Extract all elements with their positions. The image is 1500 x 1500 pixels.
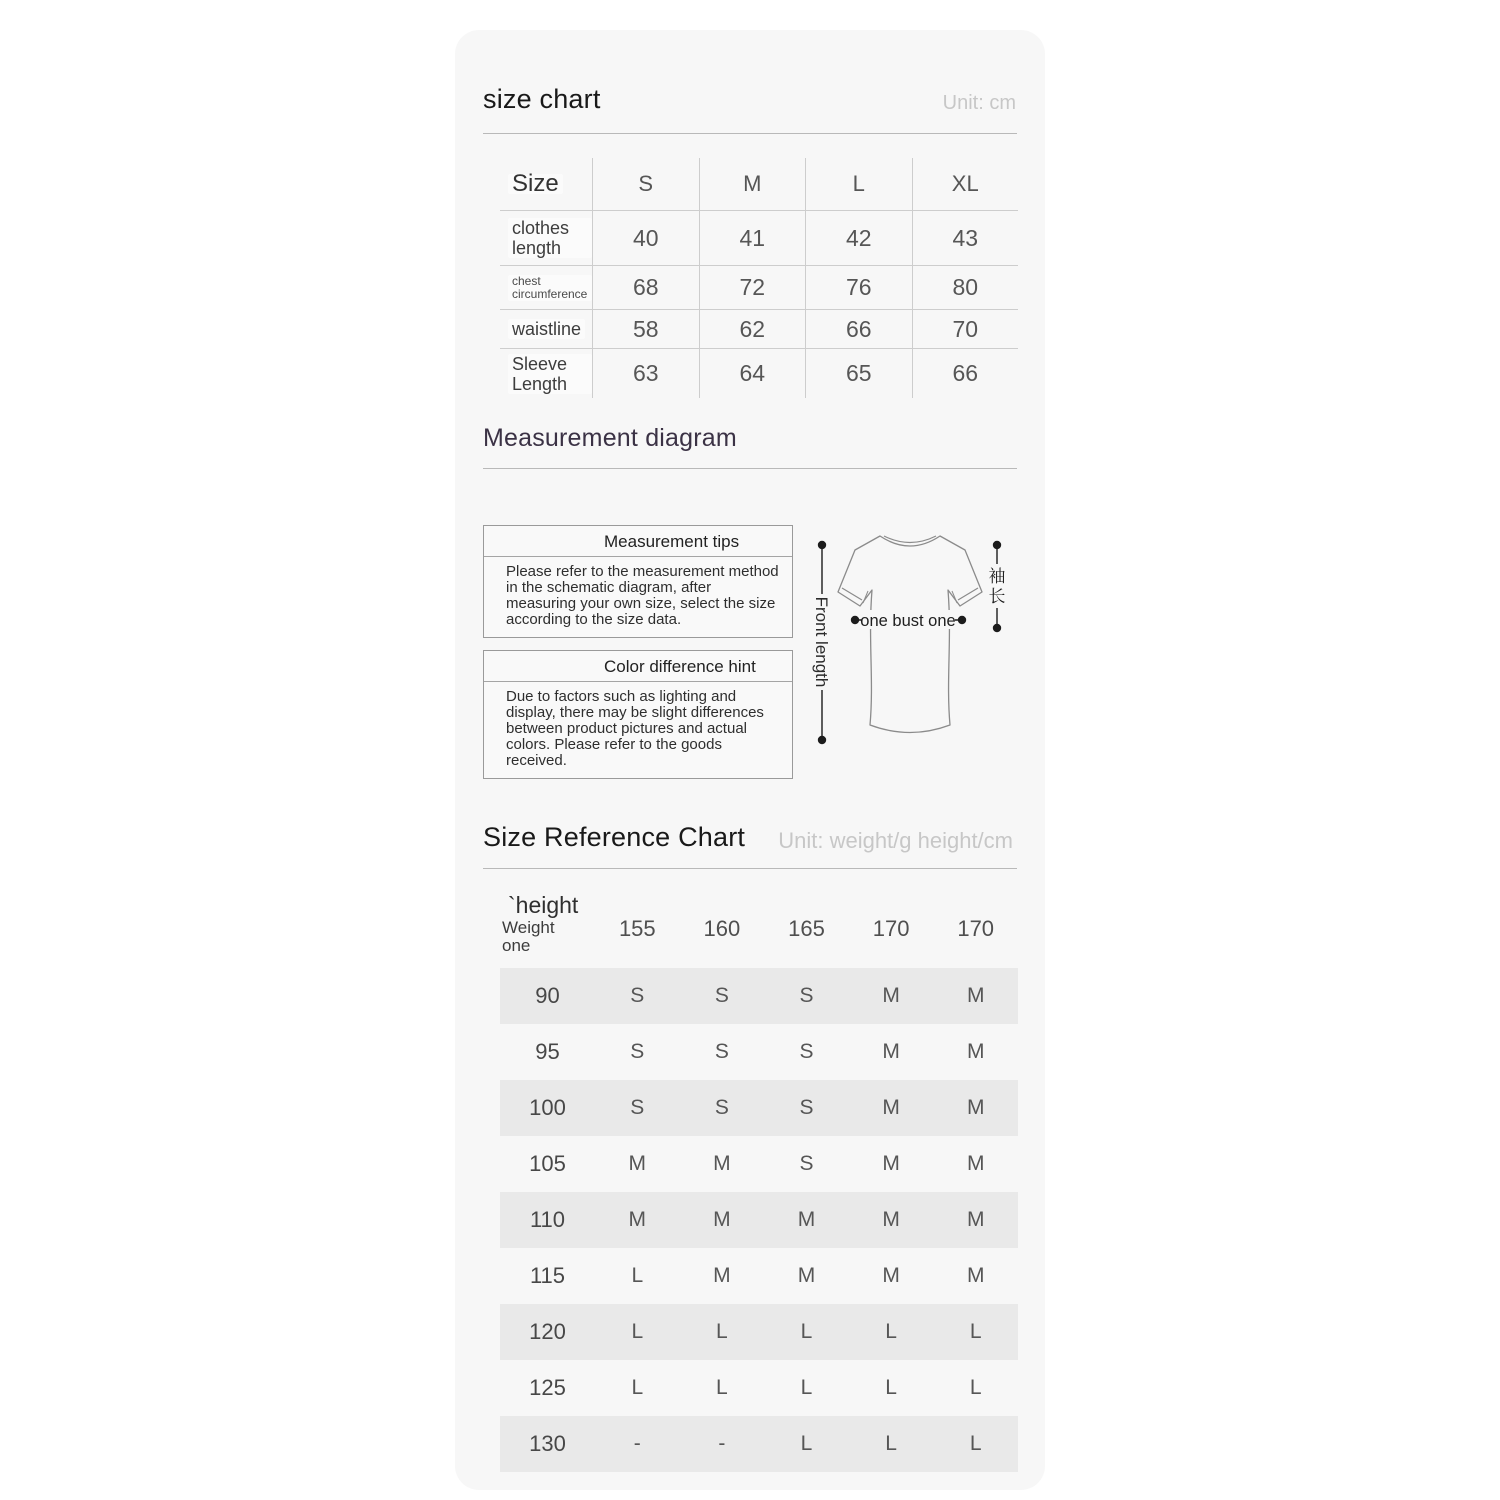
size-cell: S bbox=[799, 1152, 814, 1175]
measure-dot bbox=[993, 624, 1001, 632]
size-row-label: clothes length bbox=[500, 210, 592, 265]
size-cell: S bbox=[714, 984, 729, 1007]
color-difference-title: Color difference hint bbox=[484, 651, 792, 682]
measure-dot bbox=[993, 541, 1001, 549]
measure-dot bbox=[818, 736, 826, 744]
size-cell: S bbox=[630, 1096, 645, 1119]
size-cell: L bbox=[800, 1320, 813, 1343]
height-col-header: 160 bbox=[703, 916, 741, 941]
reference-table-body bbox=[500, 968, 1018, 1472]
size-reference-title: Size Reference Chart bbox=[483, 822, 746, 852]
size-cell: M bbox=[966, 1040, 985, 1063]
size-cell: 66 bbox=[805, 309, 912, 348]
reference-table-header bbox=[500, 890, 1018, 968]
table-row bbox=[500, 1416, 1018, 1472]
weight-cell: 100 bbox=[529, 1095, 566, 1120]
size-cell: M bbox=[882, 984, 900, 1007]
table-row bbox=[500, 1304, 1018, 1360]
size-cell: M bbox=[966, 1152, 985, 1175]
table-row bbox=[500, 968, 1018, 1024]
size-cell: M bbox=[797, 1264, 816, 1287]
size-cell: S bbox=[714, 1040, 729, 1063]
size-cell: L bbox=[969, 1320, 982, 1343]
size-row-label: chest circumference bbox=[500, 265, 592, 309]
weight-cell: 110 bbox=[529, 1207, 566, 1232]
size-cell: M bbox=[628, 1208, 647, 1231]
size-cell: M bbox=[966, 1208, 985, 1231]
tshirt-collar-inner bbox=[884, 536, 936, 543]
size-cell: L bbox=[885, 1432, 897, 1455]
size-cell: 41 bbox=[699, 210, 806, 265]
divider bbox=[483, 133, 1017, 134]
size-cell: L bbox=[631, 1264, 644, 1287]
weight-cell: 105 bbox=[529, 1151, 566, 1176]
tshirt-drawing bbox=[800, 520, 1020, 760]
size-cell: M bbox=[966, 984, 985, 1007]
table-row bbox=[500, 1248, 1018, 1304]
measurement-tips-title: Measurement tips bbox=[484, 526, 792, 557]
tshirt-outline bbox=[838, 536, 982, 733]
height-col-header: 165 bbox=[788, 916, 825, 941]
size-row-label: waistline bbox=[500, 309, 592, 348]
table-row bbox=[500, 1024, 1018, 1080]
table-row bbox=[500, 1080, 1018, 1136]
height-weight-corner: `height Weight one bbox=[502, 892, 579, 955]
size-col-header: XL bbox=[912, 158, 1019, 210]
size-cell: M bbox=[882, 1096, 900, 1119]
bust-label: one bust one bbox=[860, 612, 956, 630]
size-cell: - bbox=[633, 1432, 641, 1455]
sleeve-length-label-cn: 长 bbox=[988, 587, 1006, 606]
size-cell: L bbox=[631, 1376, 644, 1399]
divider bbox=[483, 468, 1017, 469]
size-cell: 66 bbox=[912, 348, 1019, 398]
size-cell: S bbox=[799, 1096, 814, 1119]
size-cell: M bbox=[882, 1208, 900, 1231]
size-cell: M bbox=[628, 1152, 647, 1175]
size-cell: 62 bbox=[699, 309, 806, 348]
size-reference-unit: Unit: weight/g height/cm bbox=[778, 828, 1013, 853]
size-cell: M bbox=[797, 1208, 816, 1231]
tshirt-measurement-diagram bbox=[800, 520, 1020, 760]
size-cell: M bbox=[713, 1152, 731, 1175]
height-col-header: 170 bbox=[957, 916, 995, 941]
height-col-header: 155 bbox=[618, 916, 656, 941]
size-table bbox=[500, 158, 1018, 398]
weight-cell: 120 bbox=[529, 1319, 566, 1344]
size-cell: L bbox=[800, 1376, 813, 1399]
size-row-label: Sleeve Length bbox=[500, 348, 592, 398]
front-length-label bbox=[812, 594, 832, 690]
measure-dot bbox=[851, 616, 859, 624]
size-cell: L bbox=[885, 1376, 897, 1399]
size-chart-unit: Unit: cm bbox=[942, 92, 1016, 114]
size-cell: L bbox=[716, 1320, 728, 1343]
weight-cell: 115 bbox=[529, 1263, 566, 1288]
size-cell: 63 bbox=[592, 348, 699, 398]
size-cell: L bbox=[969, 1432, 982, 1455]
size-cell: M bbox=[882, 1152, 900, 1175]
size-cell: S bbox=[714, 1096, 729, 1119]
size-chart-title: size chart bbox=[483, 84, 601, 114]
size-cell: L bbox=[969, 1376, 982, 1399]
size-table-corner: Size bbox=[500, 158, 592, 210]
weight-cell: 125 bbox=[529, 1375, 566, 1400]
size-cell: S bbox=[630, 1040, 645, 1063]
size-cell: M bbox=[882, 1040, 900, 1063]
size-cell: 64 bbox=[699, 348, 806, 398]
size-col-header: S bbox=[592, 158, 699, 210]
weight-cell: 95 bbox=[535, 1039, 560, 1064]
size-cell: S bbox=[799, 1040, 814, 1063]
size-cell: M bbox=[713, 1208, 731, 1231]
size-cell: 68 bbox=[592, 265, 699, 309]
size-cell: 43 bbox=[912, 210, 1019, 265]
size-col-header: M bbox=[699, 158, 806, 210]
divider bbox=[483, 868, 1017, 869]
size-cell: 70 bbox=[912, 309, 1019, 348]
table-row bbox=[500, 1136, 1018, 1192]
svg-text:Front length: Front length bbox=[812, 596, 831, 688]
size-chart-card bbox=[455, 30, 1045, 1490]
weight-cell: 90 bbox=[535, 983, 560, 1008]
weight-cell: 130 bbox=[529, 1431, 566, 1456]
sleeve-length-label-cn: 袖 bbox=[988, 567, 1006, 586]
size-cell: 80 bbox=[912, 265, 1019, 309]
color-difference-body: Due to factors such as lighting and display, there may be slight differences between product pictures and actual colors. Please refer to the goods received. bbox=[506, 688, 764, 769]
size-cell: L bbox=[800, 1432, 813, 1455]
size-cell: L bbox=[885, 1320, 897, 1343]
size-cell: S bbox=[630, 984, 645, 1007]
size-col-header: L bbox=[805, 158, 912, 210]
size-cell: 76 bbox=[805, 265, 912, 309]
size-cell: S bbox=[799, 984, 814, 1007]
measurement-tips-box bbox=[483, 525, 793, 638]
size-cell: M bbox=[966, 1264, 985, 1287]
size-cell: M bbox=[882, 1264, 900, 1287]
measurement-diagram-title: Measurement diagram bbox=[483, 424, 737, 452]
table-row bbox=[500, 1192, 1018, 1248]
size-cell: L bbox=[716, 1376, 728, 1399]
size-cell: 65 bbox=[805, 348, 912, 398]
height-col-header: 170 bbox=[872, 916, 910, 941]
size-cell: 40 bbox=[592, 210, 699, 265]
measure-dot bbox=[958, 616, 966, 624]
size-cell: M bbox=[713, 1264, 731, 1287]
size-cell: - bbox=[718, 1432, 726, 1455]
size-cell: L bbox=[631, 1320, 644, 1343]
measure-dot bbox=[818, 541, 826, 549]
color-difference-box bbox=[483, 650, 793, 779]
size-cell: 72 bbox=[699, 265, 806, 309]
measurement-tips-body: Please refer to the measurement method in the schematic diagram, after measuring your own size, select the size according to the size data. bbox=[506, 563, 779, 628]
size-cell: 42 bbox=[805, 210, 912, 265]
size-cell: 58 bbox=[592, 309, 699, 348]
table-row bbox=[500, 1360, 1018, 1416]
size-cell: M bbox=[966, 1096, 985, 1119]
